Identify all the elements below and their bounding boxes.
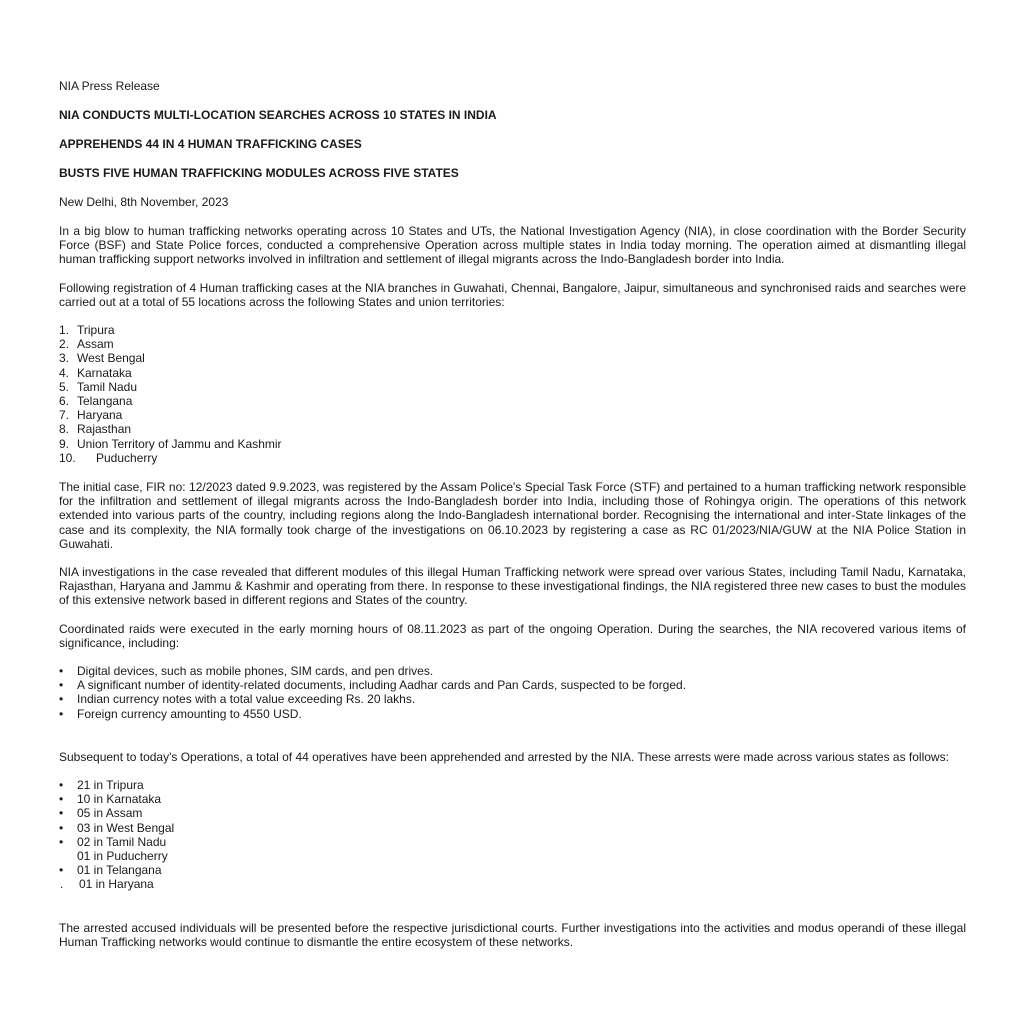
list-item: [59, 351, 966, 365]
bullet-marker: •: [59, 863, 64, 878]
list-item: [59, 394, 966, 408]
list-item: [59, 849, 966, 863]
list-number: 1.: [59, 323, 70, 337]
bullet-marker: •: [59, 806, 64, 821]
state-name: West Bengal: [77, 351, 145, 366]
paragraph-initial-case: The initial case, FIR no: 12/2023 dated 9.9.2023, was registered by the Assam Police's Special Task Force (STF) and pertained to a human trafficking network responsible for the infiltration and settlement of illegal migrants across the Indo-Bangladesh border into India, including those of Rohingya origin. The operations of this network extended into various parts of the country, including regions along the Indo-Bangladesh international border. Recognising the international and inter-State linkages of the case and its complexity, the NIA formally took charge of the investigations on 06.10.2023 by registering a case as RC 01/2023/NIA/GUW at the NIA Police Station in Guwahati.: [59, 480, 966, 551]
paragraph-intro: In a big blow to human trafficking networks operating across 10 States and UTs, the National Investigation Agency (NIA), in close coordination with the Border Security Force (BSF) and State Police forces, conducted a comprehensive Operation across multiple states in India today morning. The operation aimed at dismantling illegal human trafficking support networks involved in infiltration and settlement of illegal migrants across the Indo-Bangladesh border into India.: [59, 224, 966, 267]
recovered-item: Foreign currency amounting to 4550 USD.: [77, 706, 302, 721]
list-item: [59, 835, 966, 849]
list-item: [59, 778, 966, 792]
paragraph-investigations: NIA investigations in the case revealed that different modules of this illegal Human Trafficking network were spread over various States, including Tamil Nadu, Karnataka, Rajasthan, Haryana and Jammu & Kashmir and operating from there. In response to these investigational findings, the NIA registered three new cases to bust the modules of this extensive network based in different regions and States of the country.: [59, 565, 966, 608]
state-name: Haryana: [77, 408, 123, 423]
arrest-count: 10 in Karnataka: [77, 792, 162, 807]
state-name: Tripura: [77, 323, 115, 337]
bullet-marker: •: [59, 792, 64, 807]
paragraph-raids: Coordinated raids were executed in the early morning hours of 08.11.2023 as part of the ongoing Operation. During the searches, the NIA recovered various items of significance, including:: [59, 622, 966, 651]
list-item: [59, 366, 966, 380]
arrest-count: 05 in Assam: [77, 806, 143, 821]
list-item: [59, 863, 966, 877]
headline-apprehends: APPREHENDS 44 IN 4 HUMAN TRAFFICKING CASES: [59, 137, 362, 151]
bullet-marker: •: [59, 706, 64, 721]
list-number: 2.: [59, 337, 70, 352]
list-item: [59, 380, 966, 394]
list-item: [59, 821, 966, 835]
paragraph-registration: Following registration of 4 Human trafficking cases at the NIA branches in Guwahati, Chennai, Bangalore, Jaipur, simultaneous and synchronised raids and searches were carried out at a total of 55 locations across the following States and union territories:: [59, 281, 966, 310]
list-item: [59, 664, 966, 678]
state-name: Puducherry: [96, 450, 158, 465]
list-item: [59, 408, 966, 422]
bullet-marker: •: [59, 692, 64, 707]
list-number: 5.: [59, 379, 70, 394]
list-number: 6.: [59, 393, 70, 408]
list-number: 8.: [59, 422, 70, 437]
bullet-marker: •: [59, 664, 64, 678]
bullet-marker: •: [59, 778, 64, 792]
arrest-count: 01 in Haryana: [79, 877, 154, 892]
arrest-count: 03 in West Bengal: [77, 820, 175, 835]
paragraph-closing: The arrested accused individuals will be presented before the respective jurisdictional courts. Further investigations into the activities and modus operandi of these illegal Human Trafficking networks would continue to dismantle the entire ecosystem of these networks.: [59, 921, 966, 950]
recovered-item: A significant number of identity-related documents, including Aadhar cards and Pan Cards, suspected to be forged.: [77, 678, 687, 693]
list-item: [59, 337, 966, 351]
paragraph-arrests: Subsequent to today's Operations, a total of 44 operatives have been apprehended and arrested by the NIA. These arrests were made across various states as follows:: [59, 750, 949, 764]
headline-busts: BUSTS FIVE HUMAN TRAFFICKING MODULES ACROSS FIVE STATES: [59, 166, 459, 180]
bullet-marker: •: [59, 820, 64, 835]
list-item: [59, 323, 966, 337]
arrest-count: 01 in Puducherry: [77, 848, 168, 863]
list-item: [59, 792, 966, 806]
state-name: Telangana: [77, 393, 133, 408]
recovered-item: Digital devices, such as mobile phones, SIM cards, and pen drives.: [77, 664, 434, 678]
bullet-marker: •: [59, 834, 64, 849]
list-number: 9.: [59, 436, 70, 451]
list-number: 4.: [59, 365, 70, 380]
state-name: Rajasthan: [77, 422, 132, 437]
list-item: [59, 437, 966, 451]
state-name: Karnataka: [77, 365, 132, 380]
release-label: NIA Press Release: [59, 79, 160, 93]
arrest-count: 02 in Tamil Nadu: [77, 834, 167, 849]
recovered-items-list: [59, 664, 966, 721]
arrests-list: [59, 778, 966, 892]
list-item: [59, 806, 966, 820]
recovered-item: Indian currency notes with a total value exceeding Rs. 20 lakhs.: [77, 692, 416, 707]
list-item: [59, 877, 966, 891]
list-item: [59, 678, 966, 692]
list-number: 7.: [59, 408, 70, 423]
list-item: [59, 707, 966, 721]
list-item: [59, 692, 966, 706]
dateline: New Delhi, 8th November, 2023: [59, 195, 229, 209]
state-name: Tamil Nadu: [77, 379, 138, 394]
arrest-count: 01 in Telangana: [77, 863, 162, 878]
state-name: Union Territory of Jammu and Kashmir: [77, 436, 282, 451]
bullet-marker: •: [59, 678, 64, 693]
states-list: [59, 323, 966, 465]
state-name: Assam: [77, 337, 114, 352]
list-number: 3.: [59, 351, 70, 366]
bullet-marker: .: [60, 877, 64, 892]
arrest-count: 21 in Tripura: [77, 778, 144, 792]
list-item: [59, 451, 966, 465]
list-number: 10.: [59, 450, 76, 465]
headline-searches: NIA CONDUCTS MULTI-LOCATION SEARCHES ACROSS 10 STATES IN INDIA: [59, 108, 497, 122]
list-item: [59, 422, 966, 436]
